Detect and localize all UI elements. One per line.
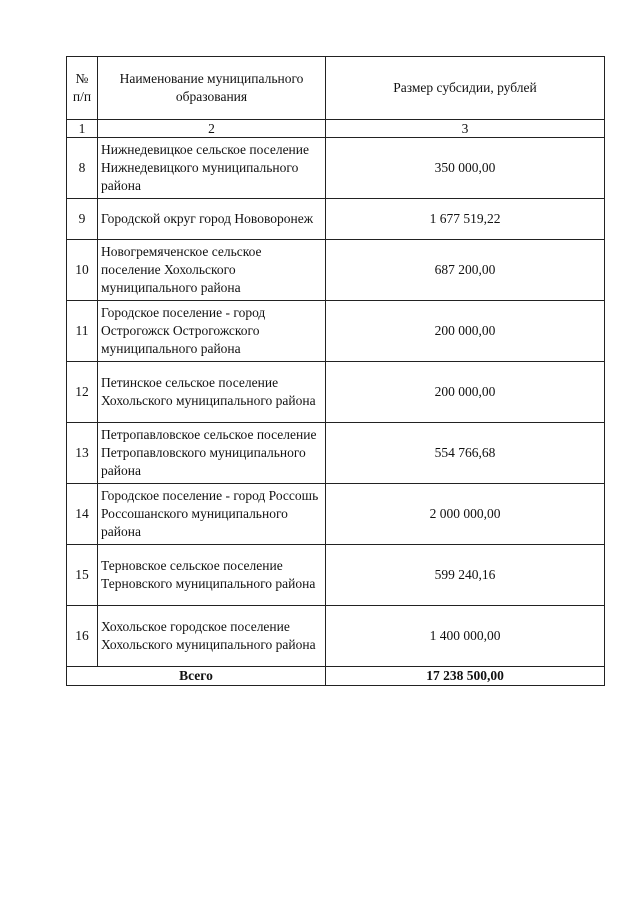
row-num: 14 [67,484,98,545]
table-row [67,484,605,545]
row-amount: 554 766,68 [326,423,605,484]
row-num: 13 [67,423,98,484]
row-amount: 200 000,00 [326,301,605,362]
row-num: 12 [67,362,98,423]
row-num: 15 [67,545,98,606]
header-amount: Размер субсидии, рублей [326,57,605,120]
row-amount: 2 000 000,00 [326,484,605,545]
row-num: 11 [67,301,98,362]
index-col-1: 1 [67,120,98,138]
row-num: 8 [67,138,98,199]
row-amount: 1 677 519,22 [326,199,605,240]
row-name: Петинское сельское поселение Хохольского муниципального района [98,362,326,423]
row-amount: 687 200,00 [326,240,605,301]
row-name: Нижнедевицкое сельское поселение Нижнедевицкого муниципального района [98,138,326,199]
row-name: Городское поселение - город Острогожск Острогожского муниципального района [98,301,326,362]
total-amount: 17 238 500,00 [326,667,605,686]
row-name: Петропавловское сельское поселение Петропавловского муниципального района [98,423,326,484]
table-row [67,423,605,484]
subsidy-table [66,56,605,686]
total-label: Всего [67,667,326,686]
header-name: Наименование муниципального образования [98,57,326,120]
table-row [67,606,605,667]
table-row [67,240,605,301]
table-row [67,138,605,199]
row-name: Хохольское городское поселение Хохольского муниципального района [98,606,326,667]
row-num: 10 [67,240,98,301]
row-num: 16 [67,606,98,667]
row-amount: 350 000,00 [326,138,605,199]
index-col-2: 2 [98,120,326,138]
table-row [67,362,605,423]
row-amount: 599 240,16 [326,545,605,606]
table-row [67,301,605,362]
row-amount: 200 000,00 [326,362,605,423]
table-header-row [67,57,605,120]
table-row [67,199,605,240]
table-row [67,545,605,606]
row-name: Терновское сельское поселение Терновского муниципального района [98,545,326,606]
index-col-3: 3 [326,120,605,138]
row-name: Городское поселение - город Россошь Россошанского муниципального района [98,484,326,545]
row-num: 9 [67,199,98,240]
row-amount: 1 400 000,00 [326,606,605,667]
table-total-row [67,667,605,686]
row-name: Новогремяченское сельское поселение Хохольского муниципального района [98,240,326,301]
row-name: Городской округ город Нововоронеж [98,199,326,240]
table-index-row [67,120,605,138]
header-num: № п/п [67,57,98,120]
